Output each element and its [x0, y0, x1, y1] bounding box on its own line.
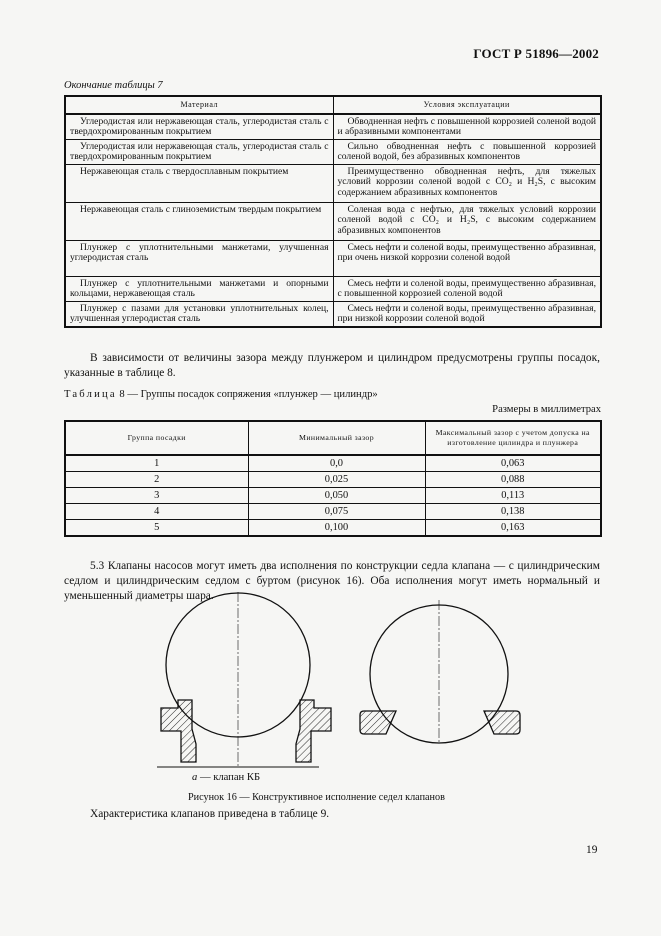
- table-row: [65, 164, 601, 202]
- table-cell: Обводненная нефть с повышенной коррозией соленой водой и абразивными компонентами: [333, 114, 601, 139]
- table-cell: Соленая вода с нефтью, для тяжелых условий коррозии соленой водой с CO₂ и H₂S, с высоким содержанием абразивных компонентов: [333, 202, 601, 240]
- table-cell: Преимущественно обводненная нефть, для тяжелых условий коррозии соленой водой с CO₂ и H₂S, с высоким содержанием абразивных компонентов: [333, 164, 601, 202]
- table-cell: Нержавеющая сталь с твердосплавным покрытием: [65, 164, 333, 202]
- table-cell: 0,063: [425, 455, 601, 472]
- valve-seat-left-a: [161, 700, 196, 762]
- table-cell: Смесь нефти и соленой воды, преимущественно абразивная, при низкой коррозии соленой водой: [333, 301, 601, 326]
- table8-header-max-gap: Максимальный зазор с учетом допуска на изготовление цилиндра и плунжера: [425, 421, 601, 455]
- page-number: 19: [586, 844, 598, 856]
- table-row: [65, 488, 601, 504]
- table8-caption-text: 8 — Группы посадок сопряжения «плунжер — цилиндр»: [116, 389, 378, 400]
- table-row: [65, 139, 601, 164]
- table-cell: 4: [65, 504, 248, 520]
- table-cell: Смесь нефти и соленой воды, преимущественно абразивная, с повышенной коррозией соленой водой: [333, 276, 601, 301]
- table-cell: Плунжер с уплотнительными манжетами, улучшенная углеродистая сталь: [65, 240, 333, 276]
- table-row: [65, 202, 601, 240]
- table-cell: Сильно обводненная нефть с повышенной коррозией соленой водой, без абразивных компонентов: [333, 139, 601, 164]
- table-cell: Плунжер с пазами для установки уплотнительных колец, улучшенная углеродистая сталь: [65, 301, 333, 326]
- table-cell: Смесь нефти и соленой воды, преимущественно абразивная, при очень низкой коррозии соленой водой: [333, 240, 601, 276]
- table-cell: 0,113: [425, 488, 601, 504]
- table-cell: Плунжер с уплотнительными манжетами и опорными кольцами, нержавеющая сталь: [65, 276, 333, 301]
- table-cell: 5: [65, 520, 248, 537]
- table-row: [65, 455, 601, 472]
- document-header: ГОСТ Р 51896—2002: [473, 46, 599, 61]
- table-row: [65, 520, 601, 537]
- table-cell: 0,025: [248, 472, 425, 488]
- table8-caption-label: Таблица: [64, 389, 117, 400]
- table-cell: 0,100: [248, 520, 425, 537]
- table-row: [65, 276, 601, 301]
- table-cell: 3: [65, 488, 248, 504]
- table-continuation-label: Окончание таблицы 7: [64, 80, 163, 91]
- table8-units: Размеры в миллиметрах: [492, 404, 601, 415]
- table-cell: 0,088: [425, 472, 601, 488]
- table8-header-group: Группа посадки: [65, 421, 248, 455]
- table8-caption: [64, 389, 378, 400]
- table8-header-min-gap: Минимальный зазор: [248, 421, 425, 455]
- table-cell: 1: [65, 455, 248, 472]
- table-cell: Углеродистая или нержавеющая сталь, углеродистая сталь с твердохромированным покрытием: [65, 114, 333, 139]
- figure-16-drawing: [140, 590, 540, 770]
- table-8: [64, 420, 602, 537]
- subcaption-letter: а: [192, 772, 198, 783]
- paragraph-table9-ref: Характеристика клапанов приведена в таблице 9.: [90, 808, 330, 820]
- table-cell: 0,0: [248, 455, 425, 472]
- table-cell: 2: [65, 472, 248, 488]
- paragraph-fit-groups: В зависимости от величины зазора между плунжером и цилиндром предусмотрены группы посадок, указанные в таблице 8.: [64, 352, 600, 379]
- table-7: [64, 95, 602, 328]
- table7-header-material: Материал: [65, 96, 333, 114]
- table-cell: 0,050: [248, 488, 425, 504]
- figure-16-caption: Рисунок 16 — Конструктивное исполнение седел клапанов: [188, 792, 445, 803]
- table-row: [65, 504, 601, 520]
- table7-header-conditions: Условия эксплуатации: [333, 96, 601, 114]
- table-cell: Углеродистая или нержавеющая сталь, углеродистая сталь с твердохромированным покрытием: [65, 139, 333, 164]
- subcaption-text: — клапан КБ: [197, 772, 261, 783]
- table-cell: 0,138: [425, 504, 601, 520]
- table-row: [65, 472, 601, 488]
- table-row: [65, 240, 601, 276]
- paragraph-valves: 5.3 Клапаны насосов могут иметь два исполнения по конструкции седла клапана — с цилиндрическим седлом и цилиндрическим седлом с буртом (рисунок 16). Оба исполнения могут иметь нормальный и уменьшенный диаметры шара.: [64, 560, 600, 602]
- table-cell: 0,163: [425, 520, 601, 537]
- table-row: [65, 114, 601, 139]
- table-row: [65, 301, 601, 326]
- valve-seat-right-b: [484, 711, 520, 734]
- figure-16-subcaption: [192, 772, 260, 783]
- table-cell: 0,075: [248, 504, 425, 520]
- table-cell: Нержавеющая сталь с глиноземистым твердым покрытием: [65, 202, 333, 240]
- valve-seat-left-b: [296, 700, 331, 762]
